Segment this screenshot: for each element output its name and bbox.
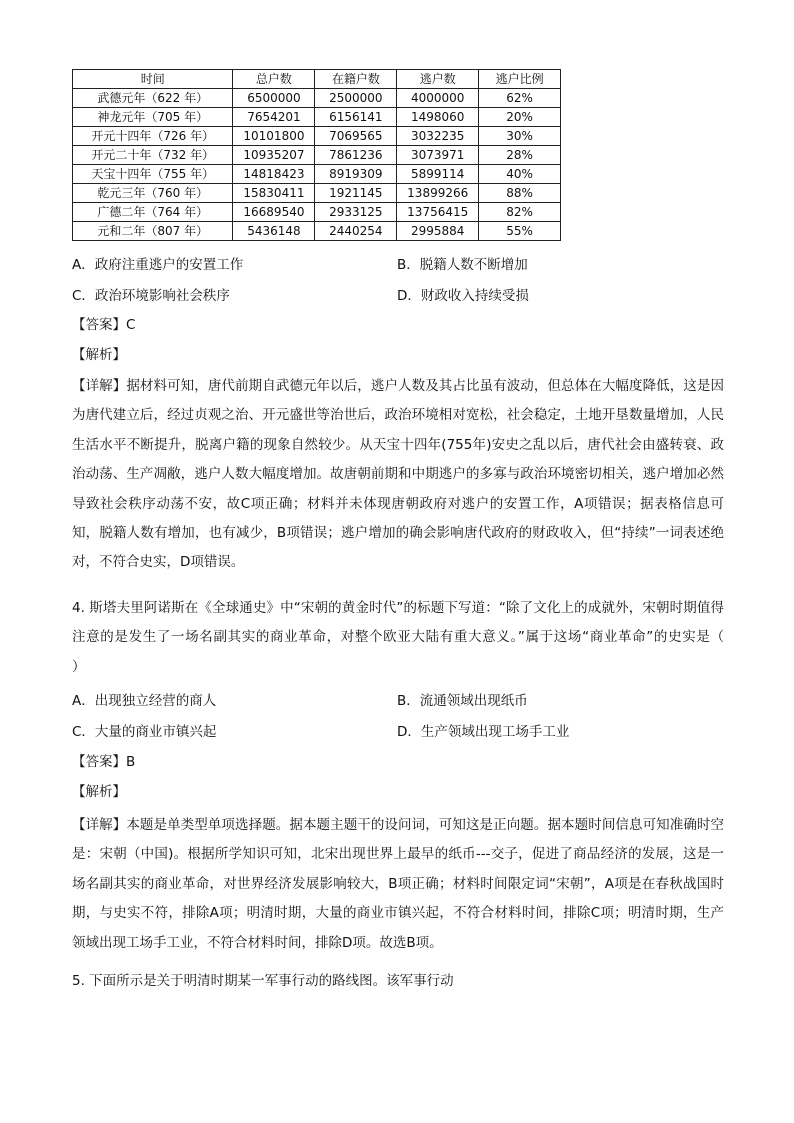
table-cell: 4000000 xyxy=(397,89,479,108)
table-row xyxy=(73,127,561,146)
table-cell: 55% xyxy=(479,222,561,241)
table-header-row xyxy=(73,70,561,89)
table-cell: 天宝十四年（755 年） xyxy=(73,165,233,184)
table-row xyxy=(73,165,561,184)
table-cell: 1921145 xyxy=(315,184,397,203)
table-cell: 62% xyxy=(479,89,561,108)
q4-option-d: D．生产领域出现工场手工业 xyxy=(397,724,570,740)
q5-stem: 5. 下面所示是关于明清时期某一军事行动的路线图。该军事行动 xyxy=(72,973,454,989)
q4-option-a: A．出现独立经营的商人 xyxy=(72,693,217,709)
table-row xyxy=(73,184,561,203)
column-header-fled: 逃户数 xyxy=(397,70,479,89)
table-cell: 15830411 xyxy=(233,184,315,203)
q4-option-b: B．流通领域出现纸币 xyxy=(397,693,528,709)
table-cell: 2995884 xyxy=(397,222,479,241)
table-cell: 7654201 xyxy=(233,108,315,127)
q3-option-d: D．财政收入持续受损 xyxy=(397,288,529,304)
table-cell: 13899266 xyxy=(397,184,479,203)
table-cell: 3032235 xyxy=(397,127,479,146)
table-cell: 13756415 xyxy=(397,203,479,222)
q4-option-c: C．大量的商业市镇兴起 xyxy=(72,724,217,740)
q4-stem: 4. 斯塔夫里阿诺斯在《全球通史》中“宋朝的黄金时代”的标题下写道：“除了文化上的成就外，宋朝时期值得注意的是发生了一场名副其实的商业革命，对整个欧亚大陆有重大意义。”属于这场“商业革命”的史实是（ ） xyxy=(72,600,751,675)
table-cell: 28% xyxy=(479,146,561,165)
table-cell: 2500000 xyxy=(315,89,397,108)
table-cell: 6156141 xyxy=(315,108,397,127)
q4-analysis-label: 【解析】 xyxy=(72,784,126,800)
table-cell: 3073971 xyxy=(397,146,479,165)
table-cell: 2933125 xyxy=(315,203,397,222)
table-cell: 神龙元年（705 年） xyxy=(73,108,233,127)
table-cell: 88% xyxy=(479,184,561,203)
table-cell: 30% xyxy=(479,127,561,146)
table-row xyxy=(73,203,561,222)
table-cell: 元和二年（807 年） xyxy=(73,222,233,241)
table-cell: 10935207 xyxy=(233,146,315,165)
q4-detail-paragraph: 【详解】本题是单类型单项选择题。据本题主题干的设问词，可知这是正向题。据本题时间信息可知准确时空是：宋朝（中国)。根据所学知识可知，北宋出现世界上最早的纸币---交子，促进了商品经济的发展，这是一场名副其实的商业革命，对世界经济发展影响较大，B项正确；材料时间限定词“宋朝”，A项是在春秋战国时期，与史实不符，排除A项；明清时期，大量的商业市镇兴起，不符合材料时间，排除C项；明清时期，生产领域出现工场手工业，不符合材料时间，排除D项。故选B项。 xyxy=(72,817,724,951)
table-cell: 武德元年（622 年） xyxy=(73,89,233,108)
table-cell: 广德二年（764 年） xyxy=(73,203,233,222)
q3-analysis-label: 【解析】 xyxy=(72,347,126,363)
q3-detail-paragraph: 【详解】据材料可知，唐代前期自武德元年以后，逃户人数及其占比虽有波动，但总体在大幅度降低，这是因为唐代建立后，经过贞观之治、开元盛世等治世后，政治环境相对宽松，社会稳定，土地开垦数量增加，人民生活水平不断提升，脱离户籍的现象自然较少。从天宝十四年(755年)安史之乱以后，唐代社会由盛转衰、政治动荡、生产凋敝，逃户人数大幅度增加。故唐朝前期和中期逃户的多寡与政治环境密切相关，逃户增加必然导致社会秩序动荡不安，故C项正确；材料并未体现唐朝政府对逃户的安置工作，A项错误；据表格信息可知，脱籍人数有增加，也有减少，B项错误；逃户增加的确会影响唐代政府的财政收入，但“持续”一词表述绝对，不符合史实，D项错误。 xyxy=(72,378,724,571)
column-header-registered: 在籍户数 xyxy=(315,70,397,89)
q3-option-a: A．政府注重逃户的安置工作 xyxy=(72,257,244,273)
table-cell: 乾元三年（760 年） xyxy=(73,184,233,203)
table-cell: 10101800 xyxy=(233,127,315,146)
table-cell: 20% xyxy=(479,108,561,127)
table-row xyxy=(73,108,561,127)
table-cell: 开元二十年（732 年） xyxy=(73,146,233,165)
table-cell: 40% xyxy=(479,165,561,184)
column-header-ratio: 逃户比例 xyxy=(479,70,561,89)
table-cell: 7861236 xyxy=(315,146,397,165)
table-cell: 2440254 xyxy=(315,222,397,241)
table-cell: 开元十四年（726 年） xyxy=(73,127,233,146)
table-cell: 7069565 xyxy=(315,127,397,146)
table-row xyxy=(73,146,561,165)
table-cell: 8919309 xyxy=(315,165,397,184)
table-cell: 16689540 xyxy=(233,203,315,222)
households-table xyxy=(72,69,561,241)
table-cell: 1498060 xyxy=(397,108,479,127)
q3-answer: 【答案】C xyxy=(72,317,136,333)
table-row xyxy=(73,222,561,241)
table-row xyxy=(73,89,561,108)
q3-option-b: B．脱籍人数不断增加 xyxy=(397,257,528,273)
table-cell: 82% xyxy=(479,203,561,222)
table-cell: 6500000 xyxy=(233,89,315,108)
column-header-time: 时间 xyxy=(73,70,233,89)
table-cell: 5899114 xyxy=(397,165,479,184)
q3-option-c: C．政治环境影响社会秩序 xyxy=(72,288,230,304)
table-cell: 14818423 xyxy=(233,165,315,184)
column-header-total: 总户数 xyxy=(233,70,315,89)
table-cell: 5436148 xyxy=(233,222,315,241)
q4-answer: 【答案】B xyxy=(72,754,136,770)
